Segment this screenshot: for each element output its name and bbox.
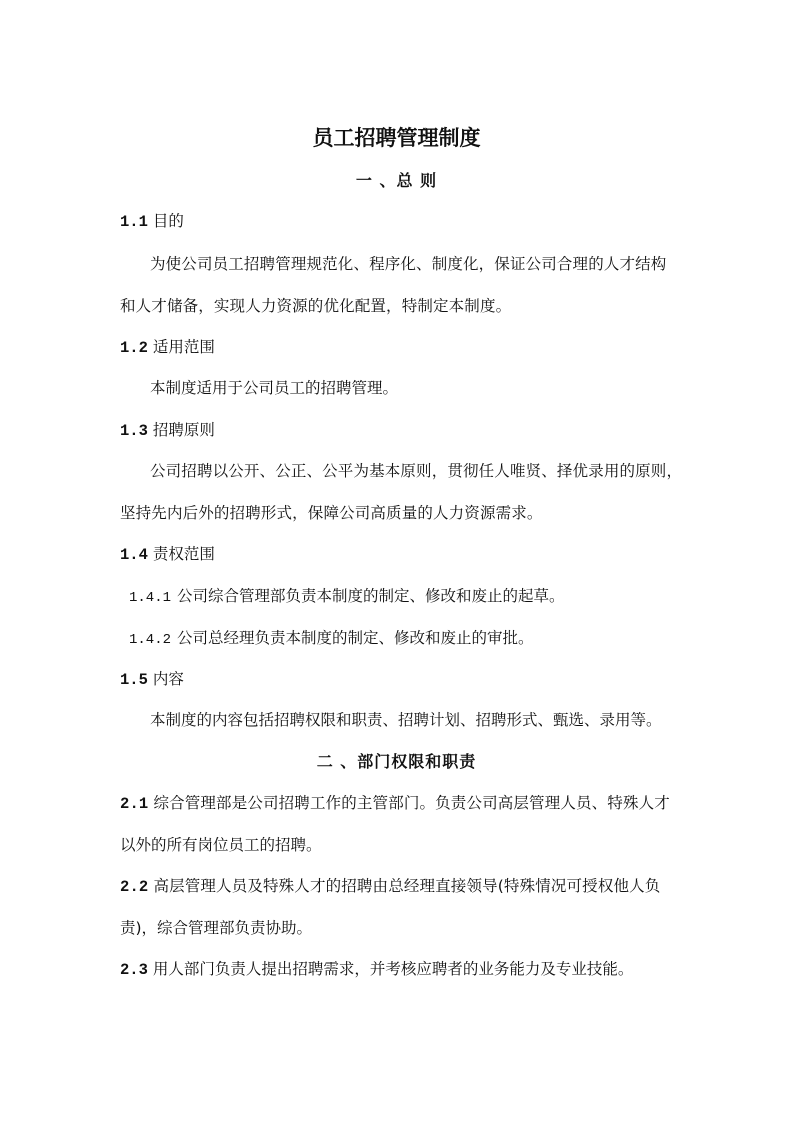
chapter-1-heading: 一 、总 则 [355, 171, 438, 190]
subsection-1-4-1 [129, 586, 565, 608]
section-1-5-heading [120, 669, 184, 690]
subsection-1-4-2 [129, 628, 534, 650]
section-2-3-line [120, 959, 633, 980]
subsection-number: 1.4.1 [129, 590, 172, 606]
section-label: 责权范围 [152, 545, 215, 563]
section-1-3-heading [120, 420, 215, 441]
section-number: 1.4 [120, 546, 148, 564]
paragraph-line: 以外的所有岗位员工的招聘。 [120, 836, 322, 854]
section-label: 招聘原则 [152, 421, 215, 439]
paragraph-line: 本制度适用于公司员工的招聘管理。 [150, 379, 399, 397]
section-number: 1.5 [120, 671, 148, 689]
section-1-2-heading [120, 337, 215, 358]
section-number: 2.1 [120, 795, 149, 813]
section-2-1-line [120, 793, 670, 814]
paragraph-line: 为使公司员工招聘管理规范化、程序化、制度化，保证公司合理的人才结构 [150, 255, 667, 273]
section-number: 2.3 [120, 961, 148, 979]
section-1-1-heading [120, 211, 184, 232]
section-text: 综合管理部是公司招聘工作的主管部门。负责公司高层管理人员、特殊人才 [153, 794, 670, 812]
paragraph-line: 责)，综合管理部负责协助。 [120, 919, 313, 937]
section-number: 1.2 [120, 339, 148, 357]
subsection-number: 1.4.2 [129, 632, 172, 648]
subsection-text: 公司总经理负责本制度的制定、修改和废止的审批。 [177, 629, 534, 647]
section-label: 目的 [152, 212, 184, 230]
section-1-4-heading [120, 544, 215, 565]
chapter-2-heading: 二 、部门权限和职责 [316, 752, 477, 771]
subsection-text: 公司综合管理部负责本制度的制定、修改和废止的起草。 [177, 587, 565, 605]
section-2-2-line [120, 876, 660, 897]
paragraph-line: 公司招聘以公开、公正、公平为基本原则，贯彻任人唯贤、择优录用的原则， [150, 462, 683, 480]
section-text: 高层管理人员及特殊人才的招聘由总经理直接领导(特殊情况可授权他人负 [153, 877, 661, 895]
document-title: 员工招聘管理制度 [312, 125, 481, 150]
paragraph-line: 本制度的内容包括招聘权限和职责、招聘计划、招聘形式、甄选、录用等。 [150, 711, 662, 729]
section-label: 内容 [152, 670, 184, 688]
paragraph-line: 和人才储备，实现人力资源的优化配置，特制定本制度。 [120, 297, 512, 315]
section-text: 用人部门负责人提出招聘需求，并考核应聘者的业务能力及专业技能。 [152, 960, 634, 978]
section-number: 1.3 [120, 422, 148, 440]
section-number: 1.1 [120, 213, 148, 231]
section-number: 2.2 [120, 878, 149, 896]
section-label: 适用范围 [152, 338, 215, 356]
paragraph-line: 坚持先内后外的招聘形式，保障公司高质量的人力资源需求。 [120, 504, 543, 522]
